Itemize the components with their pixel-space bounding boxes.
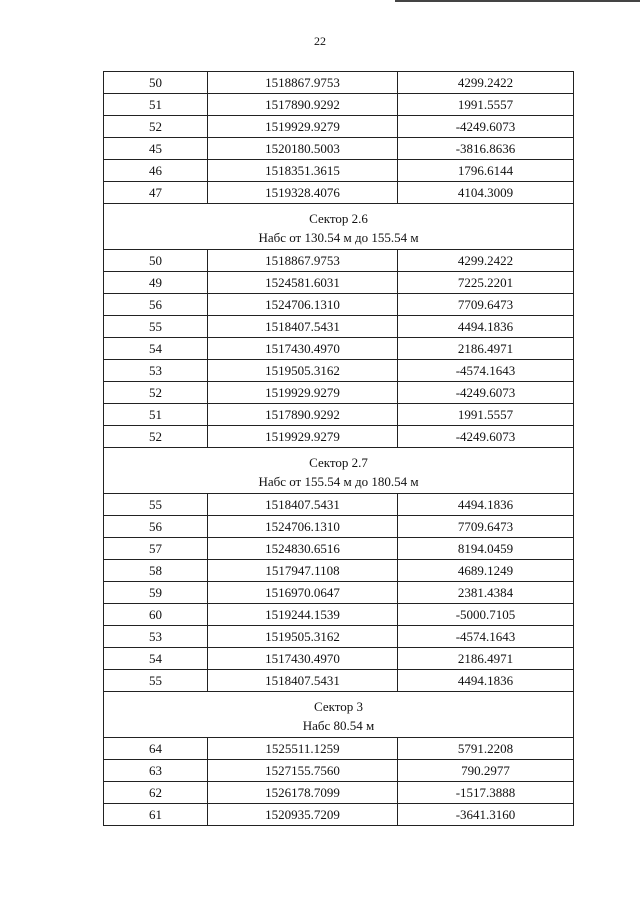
point-number-cell: 55	[104, 670, 208, 692]
x-coordinate-cell: 1516970.0647	[208, 582, 398, 604]
sector-height: Набс от 155.54 м до 180.54 м	[258, 473, 419, 489]
sector-header-row	[104, 204, 574, 250]
y-coordinate-cell: 4299.2422	[398, 72, 574, 94]
point-number-cell: 50	[104, 72, 208, 94]
point-number-cell: 59	[104, 582, 208, 604]
x-coordinate-cell: 1517430.4970	[208, 338, 398, 360]
y-coordinate-cell: 4104.3009	[398, 182, 574, 204]
point-number-cell: 57	[104, 538, 208, 560]
table-row	[104, 182, 574, 204]
point-number-cell: 52	[104, 116, 208, 138]
y-coordinate-cell: -4249.6073	[398, 382, 574, 404]
point-number-cell: 52	[104, 426, 208, 448]
table-row	[104, 94, 574, 116]
y-coordinate-cell: -1517.3888	[398, 782, 574, 804]
table-row	[104, 582, 574, 604]
x-coordinate-cell: 1519505.3162	[208, 626, 398, 648]
point-number-cell: 51	[104, 404, 208, 426]
y-coordinate-cell: 1991.5557	[398, 404, 574, 426]
point-number-cell: 62	[104, 782, 208, 804]
y-coordinate-cell: 2186.4971	[398, 338, 574, 360]
x-coordinate-cell: 1518867.9753	[208, 72, 398, 94]
table-row	[104, 604, 574, 626]
point-number-cell: 46	[104, 160, 208, 182]
y-coordinate-cell: -3816.8636	[398, 138, 574, 160]
y-coordinate-cell: 4494.1836	[398, 494, 574, 516]
point-number-cell: 61	[104, 804, 208, 826]
y-coordinate-cell: 2381.4384	[398, 582, 574, 604]
point-number-cell: 58	[104, 560, 208, 582]
sector-header-cell	[104, 692, 574, 738]
sector-header-row	[104, 448, 574, 494]
y-coordinate-cell: 7225.2201	[398, 272, 574, 294]
table-row	[104, 116, 574, 138]
x-coordinate-cell: 1518407.5431	[208, 494, 398, 516]
x-coordinate-cell: 1519929.9279	[208, 426, 398, 448]
point-number-cell: 51	[104, 94, 208, 116]
x-coordinate-cell: 1524706.1310	[208, 516, 398, 538]
x-coordinate-cell: 1518407.5431	[208, 670, 398, 692]
y-coordinate-cell: 7709.6473	[398, 294, 574, 316]
table-row	[104, 360, 574, 382]
x-coordinate-cell: 1519929.9279	[208, 382, 398, 404]
y-coordinate-cell: 4689.1249	[398, 560, 574, 582]
sector-height: Набс 80.54 м	[302, 717, 375, 733]
point-number-cell: 47	[104, 182, 208, 204]
table-row	[104, 404, 574, 426]
point-number-cell: 55	[104, 316, 208, 338]
table-row	[104, 738, 574, 760]
x-coordinate-cell: 1519505.3162	[208, 360, 398, 382]
point-number-cell: 55	[104, 494, 208, 516]
x-coordinate-cell: 1524830.6516	[208, 538, 398, 560]
y-coordinate-cell: 2186.4971	[398, 648, 574, 670]
table-row	[104, 760, 574, 782]
table-row	[104, 160, 574, 182]
table-row	[104, 294, 574, 316]
y-coordinate-cell: -4574.1643	[398, 626, 574, 648]
point-number-cell: 45	[104, 138, 208, 160]
coordinates-table	[103, 71, 574, 826]
table-row	[104, 560, 574, 582]
x-coordinate-cell: 1526178.7099	[208, 782, 398, 804]
page-number: 22	[314, 34, 326, 48]
y-coordinate-cell: -3641.3160	[398, 804, 574, 826]
sector-title: Сектор 2.6	[309, 210, 368, 226]
top-rule	[395, 0, 640, 2]
y-coordinate-cell: 1991.5557	[398, 94, 574, 116]
x-coordinate-cell: 1518351.3615	[208, 160, 398, 182]
table-row	[104, 316, 574, 338]
table-row	[104, 426, 574, 448]
point-number-cell: 64	[104, 738, 208, 760]
x-coordinate-cell: 1524706.1310	[208, 294, 398, 316]
table-row	[104, 138, 574, 160]
table-row	[104, 516, 574, 538]
point-number-cell: 54	[104, 648, 208, 670]
y-coordinate-cell: -5000.7105	[398, 604, 574, 626]
table-row	[104, 670, 574, 692]
point-number-cell: 52	[104, 382, 208, 404]
table-row	[104, 272, 574, 294]
sector-height: Набс от 130.54 м до 155.54 м	[258, 229, 419, 245]
x-coordinate-cell: 1517430.4970	[208, 648, 398, 670]
point-number-cell: 53	[104, 360, 208, 382]
y-coordinate-cell: 4299.2422	[398, 250, 574, 272]
x-coordinate-cell: 1520180.5003	[208, 138, 398, 160]
x-coordinate-cell: 1520935.7209	[208, 804, 398, 826]
table-row	[104, 494, 574, 516]
point-number-cell: 50	[104, 250, 208, 272]
sector-header-cell	[104, 448, 574, 494]
table-row	[104, 538, 574, 560]
y-coordinate-cell: 4494.1836	[398, 316, 574, 338]
y-coordinate-cell: 8194.0459	[398, 538, 574, 560]
point-number-cell: 53	[104, 626, 208, 648]
x-coordinate-cell: 1517947.1108	[208, 560, 398, 582]
x-coordinate-cell: 1518867.9753	[208, 250, 398, 272]
x-coordinate-cell: 1524581.6031	[208, 272, 398, 294]
y-coordinate-cell: 1796.6144	[398, 160, 574, 182]
x-coordinate-cell: 1525511.1259	[208, 738, 398, 760]
y-coordinate-cell: -4249.6073	[398, 426, 574, 448]
point-number-cell: 54	[104, 338, 208, 360]
y-coordinate-cell: 5791.2208	[398, 738, 574, 760]
table-row	[104, 648, 574, 670]
y-coordinate-cell: 790.2977	[398, 760, 574, 782]
x-coordinate-cell: 1519929.9279	[208, 116, 398, 138]
y-coordinate-cell: -4249.6073	[398, 116, 574, 138]
table-row	[104, 804, 574, 826]
point-number-cell: 63	[104, 760, 208, 782]
sector-title: Сектор 2.7	[309, 454, 368, 470]
y-coordinate-cell: 7709.6473	[398, 516, 574, 538]
x-coordinate-cell: 1517890.9292	[208, 94, 398, 116]
table-row	[104, 782, 574, 804]
sector-title: Сектор 3	[313, 698, 363, 714]
x-coordinate-cell: 1517890.9292	[208, 404, 398, 426]
x-coordinate-cell: 1527155.7560	[208, 760, 398, 782]
coordinates-table-body	[104, 72, 574, 826]
y-coordinate-cell: -4574.1643	[398, 360, 574, 382]
x-coordinate-cell: 1519244.1539	[208, 604, 398, 626]
x-coordinate-cell: 1518407.5431	[208, 316, 398, 338]
table-row	[104, 338, 574, 360]
x-coordinate-cell: 1519328.4076	[208, 182, 398, 204]
y-coordinate-cell: 4494.1836	[398, 670, 574, 692]
table-row	[104, 250, 574, 272]
table-row	[104, 72, 574, 94]
point-number-cell: 56	[104, 294, 208, 316]
point-number-cell: 49	[104, 272, 208, 294]
sector-header-row	[104, 692, 574, 738]
sector-header-cell	[104, 204, 574, 250]
point-number-cell: 60	[104, 604, 208, 626]
table-row	[104, 626, 574, 648]
point-number-cell: 56	[104, 516, 208, 538]
table-row	[104, 382, 574, 404]
